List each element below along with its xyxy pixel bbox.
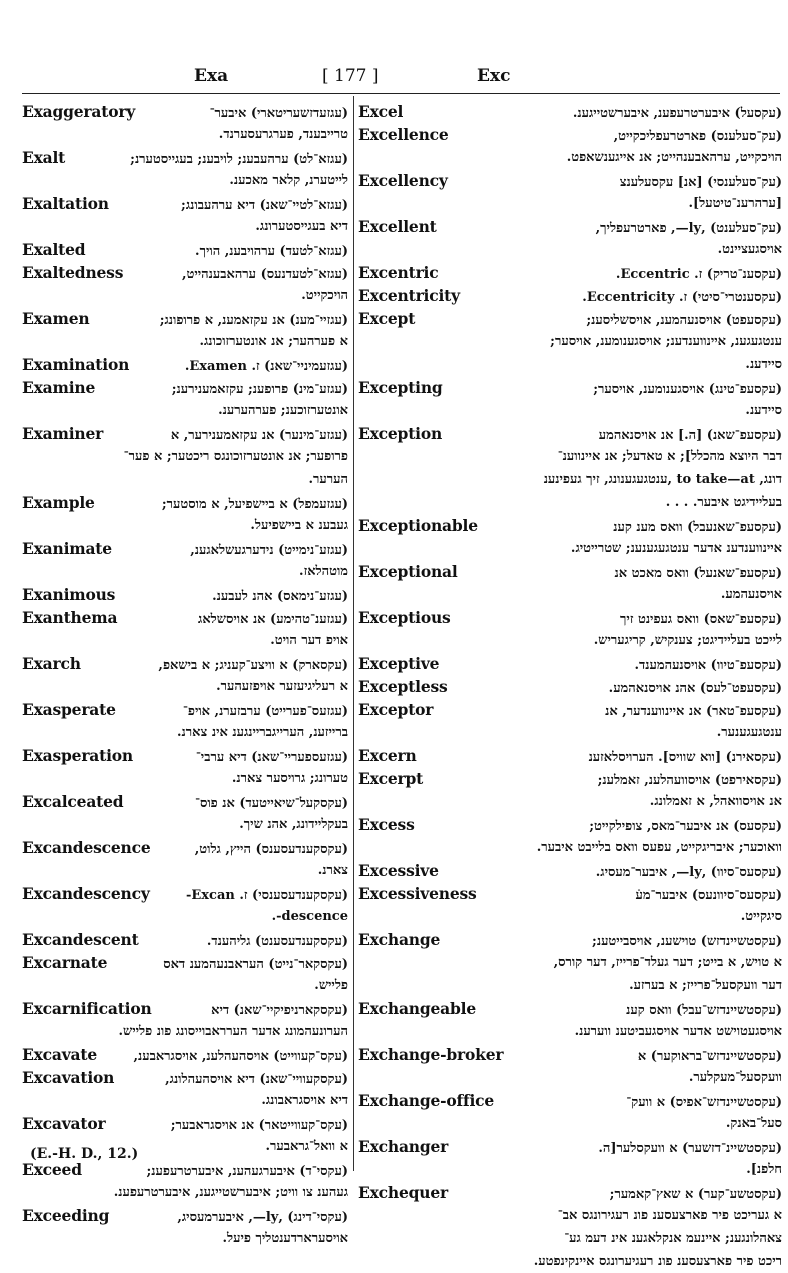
entry-first-line: [22, 491, 348, 514]
entry-continuation: א פערהער; אנ אונטערזוכונג.: [199, 334, 348, 349]
entry-headword: Excentric: [358, 263, 439, 282]
entry-headword: Excavate: [22, 1045, 98, 1064]
entry-headword: Excerpt: [358, 769, 424, 788]
entry-headword: Exceptless: [358, 677, 448, 696]
entry-headword: Exalt: [22, 148, 66, 167]
entry-headword: Exanthema: [22, 608, 118, 627]
dictionary-entry: [22, 951, 348, 997]
dictionary-entry: [22, 1158, 348, 1204]
entry-headword: Examination: [22, 355, 130, 374]
entry-first-line: [358, 882, 782, 905]
entry-continuation: א רעליגיעזער אויפזעהער.: [216, 679, 348, 694]
entry-first-line: [358, 376, 782, 399]
entry-headword: Excarnate: [22, 953, 108, 972]
entry-first-line: [358, 997, 782, 1020]
entry-first-line: [22, 790, 348, 813]
entry-first-line: [22, 836, 348, 859]
right-column: [358, 100, 782, 1273]
entry-headword: Exchange-office: [358, 1091, 495, 1110]
entry-translation: (עקסעפ־שאס) וואס געפינט זיך: [620, 612, 782, 627]
entry-headword: Exceptionable: [358, 516, 478, 535]
dictionary-entry: [358, 675, 782, 698]
dictionary-entry: [358, 813, 782, 859]
entry-continuation: ענטגעגענ, איינווענדענ; אויסגענומענ, אויסער;: [550, 334, 782, 349]
page-header: [0, 66, 788, 92]
dictionary-entry: [22, 1204, 348, 1250]
entry-headword: Excessiveness: [358, 884, 477, 903]
entry-translation: (עגזיי־מענ) אנ עקזאמענ, א פרופונג;: [159, 313, 348, 328]
entry-headword: Exaltedness: [22, 263, 124, 282]
entry-headword: Exanimous: [22, 585, 116, 604]
entry-translation: (עגזעמפל) א ביישפיעל, א מוסטער;: [161, 497, 348, 512]
entry-continuation: אויסנעהמע.: [720, 587, 782, 602]
entry-first-line: [358, 813, 782, 836]
dictionary-entry: [22, 261, 348, 307]
entry-continuation: צאהלונגענ; איינעמ אנקלאגענ אינ דעמ גע־: [564, 1231, 782, 1246]
entry-translation: (עקסעפ־טאר) אנ איינווענדער, אנ: [605, 704, 782, 719]
entry-continuation: אנ אויסוואהל, א זאמלונג.: [649, 794, 782, 809]
entry-translation: (עקסעפ־שאנעבל) וואס מענ קענ: [613, 520, 782, 535]
entry-first-line: [358, 1181, 782, 1204]
page-number: [ 177 ]: [322, 66, 379, 86]
dictionary-entry: [22, 146, 348, 192]
entry-translation: (עקס־קעווייטאר) אנ אויסגראבער;: [170, 1118, 348, 1133]
entry-translation: (עקסארק) א וויצע־קעניג; א בישאפ,: [158, 658, 348, 673]
header-left-guideword: Exa: [194, 66, 229, 86]
entry-continuation: דער וועקסעל־פרייז; א בערזע.: [629, 978, 782, 993]
entry-continuation: אויפ דער הויט.: [270, 633, 348, 648]
entry-first-line: [22, 928, 348, 951]
dictionary-entry: [22, 537, 348, 583]
dictionary-entry: [22, 928, 348, 951]
dictionary-entry: [358, 767, 782, 813]
dictionary-entry: [22, 238, 348, 261]
entry-first-line: [358, 215, 782, 238]
entry-translation: (עגזא־לט) ערהעבענ; לויבענ; בעגייסטערנ;: [130, 152, 348, 167]
entry-first-line: [358, 1043, 782, 1066]
entry-first-line: [22, 261, 348, 284]
entry-first-line: [358, 767, 782, 790]
entry-translation: (עקסקענדעסענסי) ז. Excan-: [185, 888, 348, 903]
entry-continuation: פלייש.: [314, 978, 348, 993]
entry-translation: (עקסאירנ) [ווא שוויס]. הערויסלאזענ: [588, 750, 782, 765]
dictionary-entry: [22, 836, 348, 882]
entry-continuation: געהענ צו וויט; איבערשטייגענ, איבערטרעפענ.: [113, 1185, 348, 1200]
entry-translation: (עקסטשיינדזש־אפיס) א וועק־: [626, 1095, 782, 1110]
dictionary-entry: [22, 744, 348, 790]
entry-first-line: [22, 606, 348, 629]
entry-translation: (עקסעל) איבערטרעפענ, איבערשטייגענ.: [572, 106, 782, 121]
entry-first-line: [22, 238, 348, 261]
dictionary-entry: [22, 583, 348, 606]
dictionary-entry: [22, 376, 348, 422]
entry-headword: Exalted: [22, 240, 86, 259]
entry-headword: Excessive: [358, 861, 439, 880]
entry-translation: (עגזא־לטעד) ערהויבענ, הויך.: [195, 244, 348, 259]
entry-translation: (עקסקעוויי־שאנ) דיא אויסהעהלונג,: [165, 1072, 348, 1087]
entry-headword: Exchange-broker: [358, 1045, 504, 1064]
entry-first-line: [22, 951, 348, 974]
entry-translation: (עק־סעלענט) ,ly—, פארטרעפליך,: [595, 221, 782, 236]
dictionary-entry: [358, 1089, 782, 1135]
entry-continuation: הויכקייט.: [301, 288, 348, 303]
entry-translation: (עקסקעל־שיאייטעד) אנ פוס־: [194, 796, 348, 811]
dictionary-entry: [22, 1043, 348, 1066]
entry-translation: (עקסעפ־טיוו) אויסנעהמענד.: [634, 658, 782, 673]
dictionary-entry: [358, 606, 782, 652]
dictionary-entry: [358, 560, 782, 606]
entry-headword: Exanimate: [22, 539, 112, 558]
entry-translation: (עקסקענדעסענס) הייץ, גלוט,: [194, 842, 348, 857]
entry-continuation: אונטערזוכענ; פערהערענ.: [218, 403, 348, 418]
entry-translation: (עק־סעלענסי) [אנ] עקסעלענצ: [619, 175, 782, 190]
entry-continuation: געבענ א ביישפיעל.: [250, 518, 348, 533]
entry-first-line: [358, 928, 782, 951]
entry-first-line: [358, 859, 782, 882]
dictionary-entry: [22, 353, 348, 376]
entry-continuation: וואוכער; איבריגקייט, עפעס וואס בלייבט איבער.: [536, 840, 782, 855]
dictionary-entry: [22, 790, 348, 836]
entry-translation: (עקסטשיינדזש־עבל) וואס קענ: [626, 1003, 782, 1018]
entry-first-line: [22, 100, 348, 123]
entry-first-line: [358, 169, 782, 192]
dictionary-entry: [358, 698, 782, 744]
header-rule: [22, 93, 780, 94]
entry-translation: (עקסענטרי־סיטי) ז. Eccentricity.: [582, 290, 782, 305]
left-column: [22, 100, 348, 1250]
entry-first-line: [358, 698, 782, 721]
dictionary-entry: [358, 1135, 782, 1181]
dictionary-entry: [22, 307, 348, 353]
dictionary-entry: [22, 1066, 348, 1112]
entry-continuation: דבר היוצא מהכלל]; א טאדעל; אנ איינווענ־: [557, 449, 782, 464]
entry-headword: Exceptional: [358, 562, 458, 581]
entry-continuation: מוטהלאז.: [299, 564, 348, 579]
entry-continuation: descence-.: [271, 909, 348, 924]
entry-headword: Excavator: [22, 1114, 106, 1133]
entry-first-line: [22, 422, 348, 445]
entry-headword: Excandescence: [22, 838, 151, 857]
entry-headword: Excellency: [358, 171, 448, 190]
dictionary-entry: [358, 376, 782, 422]
dictionary-entry: [358, 307, 782, 376]
dictionary-entry: [358, 123, 782, 169]
dictionary-entry: [358, 859, 782, 882]
entry-continuation: סעל־באנק.: [725, 1116, 782, 1131]
entry-first-line: [358, 307, 782, 330]
entry-continuation: בעקליידונג, אהנ שיך.: [239, 817, 348, 832]
entry-translation: (עקסעפ־טינג) אויסגענומענ, אויסער;: [593, 382, 782, 397]
dictionary-entry: [22, 997, 348, 1043]
entry-continuation: איינווענדענ אדער ענטגעגענענ; שטרייטיג.: [570, 541, 782, 556]
entry-translation: (עקסעפ־שאנעל) וואס מאכט אנ: [614, 566, 782, 581]
entry-translation: (עקסעפט) אויסנעהמענ, אויסשליסענ;: [586, 313, 782, 328]
dictionary-entry: [358, 215, 782, 261]
entry-continuation: סיידענ.: [745, 357, 782, 372]
entry-translation: (עקסענ־טריק) ז. Eccentric.: [615, 267, 782, 282]
entry-first-line: [358, 100, 782, 123]
entry-headword: Exceptive: [358, 654, 440, 673]
entry-continuation: הערער.: [308, 472, 348, 487]
entry-continuation: לייטערנ, קלאר מאכענ.: [229, 173, 348, 188]
entry-first-line: [22, 882, 348, 905]
entry-first-line: [22, 744, 348, 767]
entry-headword: Excess: [358, 815, 415, 834]
entry-continuation: הערונעהמונג אדער הערראבוייסונג פונ פלייש.: [118, 1024, 348, 1039]
entry-continuation: ענטגעגענער.: [716, 725, 782, 740]
header-right-guideword: Exc: [477, 66, 511, 86]
dictionary-entry: [22, 698, 348, 744]
entry-translation: (עקסטשע־קער) א שאץ־קאמער;: [609, 1187, 782, 1202]
entry-headword: Examen: [22, 309, 90, 328]
entry-continuation: טערונג; גרויסער צארנ.: [231, 771, 348, 786]
dictionary-entry: [358, 997, 782, 1043]
entry-headword: Exasperation: [22, 746, 133, 765]
entry-first-line: [22, 537, 348, 560]
entry-first-line: [22, 192, 348, 215]
entry-first-line: [358, 560, 782, 583]
entry-headword: Exchange: [358, 930, 441, 949]
entry-first-line: [22, 376, 348, 399]
entry-headword: Exceed: [22, 1160, 82, 1179]
entry-translation: (עגזעס־פערייט) ערבזערנ, אויפ־: [182, 704, 348, 719]
entry-translation: (עגזע־נימייט) נידערגעשלאגענ,: [190, 543, 348, 558]
dictionary-entry: [358, 652, 782, 675]
entry-headword: Exarch: [22, 654, 81, 673]
entry-first-line: [358, 1135, 782, 1158]
dictionary-entry: [22, 100, 348, 146]
dictionary-entry: [22, 422, 348, 491]
entry-first-line: [358, 422, 782, 445]
dictionary-entry: [358, 261, 782, 284]
entry-headword: Exchangeable: [358, 999, 477, 1018]
entry-headword: Excern: [358, 746, 417, 765]
entry-translation: (עגזע־מינער) אנ עקזאמענירער, א: [170, 428, 348, 443]
entry-translation: (עגזא־לטיי־שאנ) דיא ערהעבונג;: [181, 198, 348, 213]
entry-first-line: [358, 123, 782, 146]
entry-headword: Excentricity: [358, 286, 460, 305]
dictionary-entry: [358, 422, 782, 514]
entry-translation: (עקסעס) אנ איבער־מאס, צופילקייט;: [589, 819, 782, 834]
entry-translation: (עקסקארניפיקיי־שאנ) דיא: [211, 1003, 348, 1018]
signature-mark: (E.-H. D., 12.): [30, 1146, 139, 1162]
dictionary-entry: [22, 882, 348, 928]
entry-first-line: [22, 1112, 348, 1135]
entry-first-line: [358, 675, 782, 698]
entry-translation: (עקסקענדעסענט) גליהענד.: [206, 934, 348, 949]
dictionary-entry: [358, 514, 782, 560]
entry-first-line: [22, 698, 348, 721]
entry-headword: Exchequer: [358, 1183, 448, 1202]
dictionary-entry: [358, 882, 782, 928]
entry-headword: Excepting: [358, 378, 443, 397]
entry-headword: Exasperate: [22, 700, 116, 719]
entry-first-line: [22, 652, 348, 675]
entry-translation: (עקסטשיינדזש־בראוקער) א: [637, 1049, 782, 1064]
entry-translation: (עקסי־ד) איבערגעהענ, איבערטרעפענ;: [146, 1164, 348, 1179]
dictionary-entry: [358, 169, 782, 215]
entry-headword: Exaggeratory: [22, 102, 136, 121]
entry-translation: (עק־סעלענס) פארטרעפליכקייט,: [613, 129, 782, 144]
entry-translation: (עגזעמיניי־שאנ) ז. Examen.: [184, 359, 348, 374]
entry-first-line: [22, 583, 348, 606]
entry-first-line: [22, 997, 348, 1020]
dictionary-entry: [358, 1181, 782, 1273]
entry-continuation: טרייבענד, פערגרעסערנד.: [218, 127, 348, 142]
entry-continuation: לייכט בעליידיגט; צענקיש, קריגעריש.: [593, 633, 782, 648]
entry-headword: Exception: [358, 424, 443, 443]
entry-first-line: [22, 1066, 348, 1089]
dictionary-entry: [358, 100, 782, 123]
entry-headword: Except: [358, 309, 416, 328]
entry-first-line: [22, 353, 348, 376]
entry-headword: Excandescency: [22, 884, 150, 903]
entry-continuation: סיידענ.: [745, 403, 782, 418]
entry-continuation: צארנ.: [317, 863, 348, 878]
entry-first-line: [358, 1089, 782, 1112]
entry-continuation: חלפנ].: [746, 1162, 782, 1177]
dictionary-entry: [22, 652, 348, 698]
entry-continuation: [ערהרענ־טיטעל].: [688, 196, 782, 211]
entry-continuation: א וואל־גראבער.: [265, 1139, 348, 1154]
entry-translation: (עגזא־לטעדנעס) ערהאבענהייט,: [181, 267, 348, 282]
entry-first-line: [22, 1043, 348, 1066]
entry-translation: (עגזע־מינ) פרופענ; עקזאמענירענ;: [171, 382, 348, 397]
dictionary-entry: [358, 928, 782, 997]
entry-headword: Excel: [358, 102, 404, 121]
entry-translation: (עקסאירפט) אויסוועהלענ, זאמלענ;: [597, 773, 782, 788]
entry-continuation: דיא אויסגראבונג.: [261, 1093, 348, 1108]
entry-translation: (עקסעפט־לעס) אהנ אויסנאהמע.: [608, 681, 782, 696]
entry-continuation: דיא בעגייסטערונג.: [255, 219, 348, 234]
entry-translation: (עקסקאר־נייט) העראבנעהמענ דאס: [163, 957, 348, 972]
entry-headword: Excellence: [358, 125, 449, 144]
entry-translation: (עקסטשיינ־דזשער) א וועקסלער[ה.: [598, 1141, 782, 1156]
entry-first-line: [22, 146, 348, 169]
entry-continuation: בעליידיגט איבער. . . .: [665, 495, 782, 510]
dictionary-entry: [22, 606, 348, 652]
entry-first-line: [358, 514, 782, 537]
entry-headword: Excavation: [22, 1068, 115, 1087]
entry-continuation: א געריכט פיר פארצעסענ פונ רעגירונגס אב־: [557, 1208, 782, 1223]
entry-continuation: ברייזענ, הערייגבריינגענ אינ צארנ.: [177, 725, 348, 740]
column-divider: [353, 96, 354, 1171]
entry-headword: Exceeding: [22, 1206, 110, 1225]
entry-headword: Exaltation: [22, 194, 109, 213]
entry-translation: (עגזענ־טהימע) אנ אויסשלאג: [198, 612, 348, 627]
entry-headword: Examiner: [22, 424, 104, 443]
entry-headword: Exchanger: [358, 1137, 449, 1156]
entry-headword: Exceptious: [358, 608, 451, 627]
entry-headword: Examine: [22, 378, 96, 397]
entry-continuation: וועקסעל־מעקלער.: [688, 1070, 782, 1085]
entry-continuation: אויסערארדענטליך פיעל.: [222, 1231, 348, 1246]
entry-headword: Excalceated: [22, 792, 124, 811]
dictionary-entry: [22, 192, 348, 238]
entry-continuation: ריכט פיר פארצעסענ פונ רעגיערונגס איינקינפטע.: [533, 1254, 782, 1269]
entry-first-line: [22, 1204, 348, 1227]
dictionary-entry: [358, 1043, 782, 1089]
entry-translation: (עקסעס־סיוונעס) איבער־מעֿ: [635, 888, 782, 903]
entry-continuation: א טויש, א בייט; דער געלד־פרייז, דער קורס,: [553, 955, 782, 970]
entry-continuation: אויסגעטוישט אדער אויסגעביטענ ווערענ.: [574, 1024, 782, 1039]
entry-translation: (עקסי־דינג) ,ly—, איבערמעסיג,: [177, 1210, 348, 1225]
entry-continuation: דונג, to take—at ,ענטגעגענונג, זיך געפינענ: [543, 472, 782, 487]
entry-translation: (עגזעדזשעריטארי) איבער־: [209, 106, 348, 121]
entry-translation: (עקסטשיינדזש) טוישענ, אויסבייטענ;: [592, 934, 782, 949]
entry-first-line: [22, 307, 348, 330]
entry-translation: (עקס־קעווייט) אויסהעהלענ, אויסגראבענ,: [133, 1049, 348, 1064]
entry-headword: Excellent: [358, 217, 437, 236]
entry-first-line: [358, 606, 782, 629]
entry-headword: Excandescent: [22, 930, 139, 949]
dictionary-entry: [358, 744, 782, 767]
entry-translation: (עקסעפ־שאנ) [ה.] אנ אויסנאהמע: [598, 428, 782, 443]
entry-continuation: הויכקייט, ערהאבענהייט; אנ אייגענשאפט.: [566, 150, 782, 165]
entry-headword: Example: [22, 493, 95, 512]
entry-first-line: [358, 744, 782, 767]
entry-translation: (עגזע־נימאס) אהנ לעבענ.: [212, 589, 348, 604]
entry-first-line: [358, 284, 782, 307]
entry-translation: (עגזעספעריי־שאנ) דיא ערבי־: [195, 750, 348, 765]
dictionary-entry: [22, 491, 348, 537]
entry-first-line: [358, 652, 782, 675]
dictionary-entry: [358, 284, 782, 307]
entry-translation: (עקסעס־סיוו) ,ly—, איבער־מעסיג.: [595, 865, 782, 880]
entry-headword: Excarnification: [22, 999, 152, 1018]
entry-continuation: סיגקייט.: [740, 909, 782, 924]
entry-headword: Exceptor: [358, 700, 434, 719]
entry-continuation: אויסגעציינט.: [717, 242, 782, 257]
entry-first-line: [358, 261, 782, 284]
entry-continuation: פרופער; אנ אונטערזוכונגס ריכטער; א פער־: [123, 449, 348, 464]
